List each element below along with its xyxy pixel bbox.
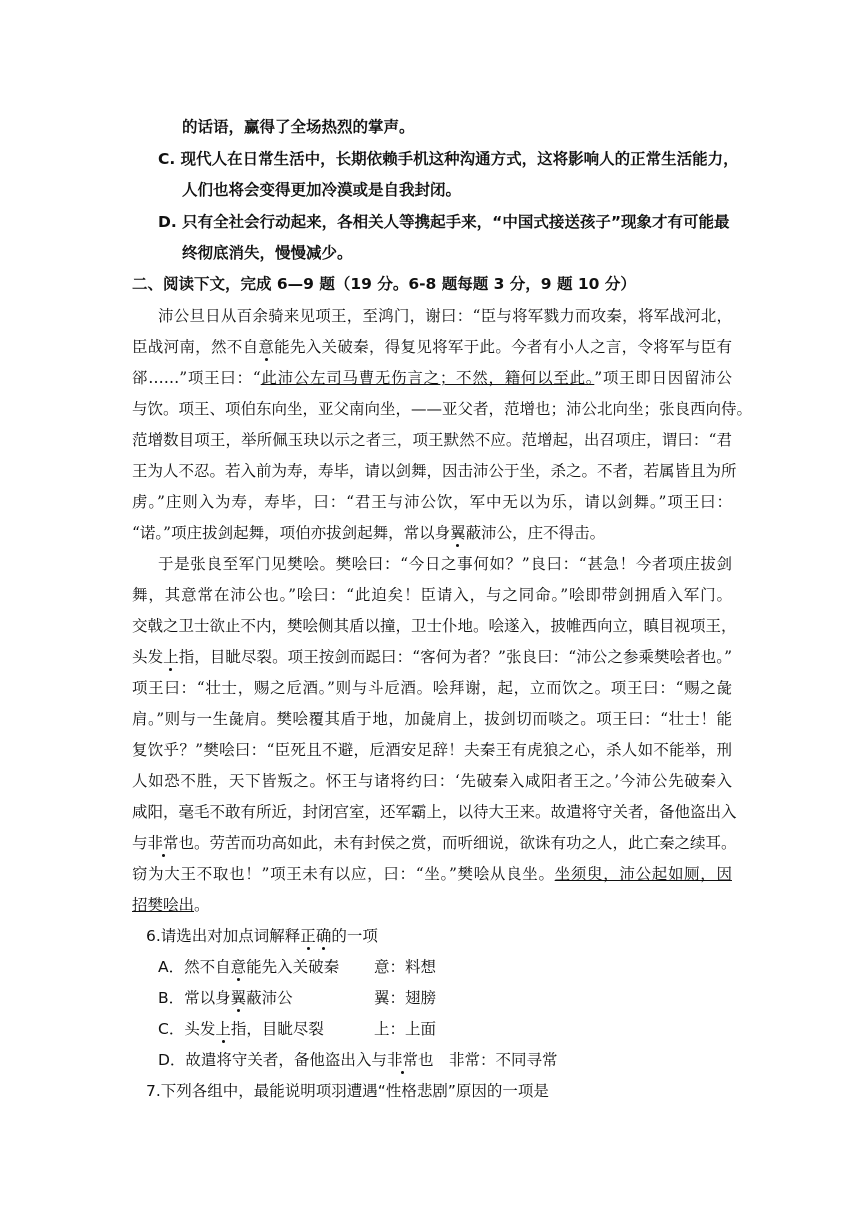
option-c-line2: 人们也将会变得更加冷漠或是自我封闭。 bbox=[182, 181, 462, 199]
question-6-option-a: A．然不自意能先入关破秦 bbox=[158, 958, 340, 976]
question-6-option-b-gloss: 翼：翅膀 bbox=[374, 989, 437, 1007]
passage-line: “诺。”项庄拔剑起舞，项伯亦拔剑起舞，常以身翼蔽沛公，庄不得击。 bbox=[132, 524, 606, 542]
passage-line: 虏。”庄则入为寿，寿毕，曰：“君王与沛公饮，军中无以为乐，请以剑舞。”项王曰： bbox=[132, 493, 732, 511]
passage-line: 复饮乎？”樊哙曰：“臣死且不避，卮酒安足辞！夫秦王有虎狼之心，杀人如不能举，刑 bbox=[132, 741, 732, 759]
passage-line: 交戟之卫士欲止不内，樊哙侧其盾以撞，卫士仆地。哙遂入，披帷西向立，瞋目视项王， bbox=[132, 617, 737, 635]
question-6-option-c: C．头发上指，目眦尽裂 bbox=[158, 1020, 324, 1038]
passage-line: 郤……”项王曰：“此沛公左司马曹无伤言之；不然，籍何以至此。”项王即日因留沛公 bbox=[132, 369, 732, 387]
passage-line: 臣战河南，然不自意能先入关破秦，得复见将军于此。今者有小人之言，令将军与臣有 bbox=[132, 338, 732, 356]
option-b-continuation: 的话语，赢得了全场热烈的掌声。 bbox=[182, 118, 415, 136]
dotted-word: 上 bbox=[163, 648, 179, 666]
option-c-line1: C. 现代人在日常生活中，长期依赖手机这种沟通方式，这将影响人的正常生活能力， bbox=[158, 150, 739, 168]
question-6-option-d-gloss: 非常：不同寻常 bbox=[449, 1051, 558, 1069]
underlined-sentence: 此沛公左司马曹无伤言之；不然，籍何以至此。 bbox=[260, 369, 595, 387]
question-6-option-c-gloss: 上：上面 bbox=[374, 1020, 437, 1038]
passage-line: 咸阳，毫毛不敢有所近，封闭宫室，还军霸上，以待大王来。故遣将守关者，备他盗出入 bbox=[132, 803, 737, 821]
dotted-word: 非常 bbox=[147, 834, 179, 852]
option-d-line2: 终彻底消失，慢慢减少。 bbox=[182, 244, 353, 262]
passage-line: 于是张良至军门见樊哙。樊哙曰：“今日之事何如？”良曰：“甚急！今者项庄拔剑 bbox=[158, 555, 732, 573]
passage-line: 王为人不忍。若入前为寿，寿毕，请以剑舞，因击沛公于坐，杀之。不者，若属皆且为所 bbox=[132, 462, 737, 480]
passage-line: 舞，其意常在沛公也。”哙曰：“此迫矣！臣请入，与之同命。”哙即带剑拥盾入军门。 bbox=[132, 586, 732, 604]
passage-line: 招樊哙出。 bbox=[132, 896, 210, 914]
question-7-stem: 7.下列各组中，最能说明项羽遭遇“性格悲剧”原因的一项是 bbox=[146, 1082, 549, 1100]
underlined-sentence: 坐须臾，沛公起如厕，因 bbox=[554, 865, 732, 883]
passage-line: 人如恐不胜，天下皆叛之。怀王与诸将约曰：‘先破秦入咸阳者王之。’今沛公先破秦入 bbox=[132, 772, 732, 790]
passage-line: 项王曰：“壮士，赐之卮酒。”则与斗卮酒。哙拜谢，起，立而饮之。项王曰：“赐之彘 bbox=[132, 679, 732, 697]
underlined-sentence: 招樊哙出 bbox=[132, 896, 195, 914]
section-heading: 二、阅读下文，完成 6—9 题（19 分。6-8 题每题 3 分，9 题 10 分） bbox=[132, 275, 636, 293]
dotted-word: 意 bbox=[258, 338, 275, 356]
question-6-stem: 6.请选出对加点词解释正确的一项 bbox=[146, 927, 378, 945]
passage-line: 沛公旦日从百余骑来见项王，至鸿门，谢曰：“臣与将军戮力而攻秦，将军战河北， bbox=[158, 307, 732, 325]
passage-line: 范增数目项王，举所佩玉玦以示之者三，项王默然不应。范增起，出召项庄，谓曰：“君 bbox=[132, 431, 732, 449]
question-6-option-b: B．常以身翼蔽沛公 bbox=[158, 989, 293, 1007]
passage-line: 与非常也。劳苦而功高如此，未有封侯之赏，而听细说，欲诛有功之人，此亡秦之续耳。 bbox=[132, 834, 737, 852]
question-6-option-d: D．故遣将守关者，备他盗出入与非常也 bbox=[158, 1051, 434, 1069]
dotted-word: 翼 bbox=[450, 524, 466, 542]
passage-line: 头发上指，目眦尽裂。项王按剑而跽曰：“客何为者？”张良曰：“沛公之参乘樊哙者也。” bbox=[132, 648, 732, 666]
option-d-line1: D. 只有全社会行动起来，各相关人等携起手来，“中国式接送孩子”现象才有可能最 bbox=[158, 213, 730, 231]
passage-line: 肩。”则与一生彘肩。樊哙覆其盾于地，加彘肩上，拔剑切而啖之。项王曰：“壮士！能 bbox=[132, 710, 732, 728]
passage-line: 窃为大王不取也！”项王未有以应，曰：“坐。”樊哙从良坐。坐须臾，沛公起如厕，因 bbox=[132, 865, 732, 883]
passage-line: 与饮。项王、项伯东向坐，亚父南向坐，——亚父者，范增也；沛公北向坐；张良西向侍。 bbox=[132, 400, 753, 418]
question-6-option-a-gloss: 意：料想 bbox=[374, 958, 437, 976]
